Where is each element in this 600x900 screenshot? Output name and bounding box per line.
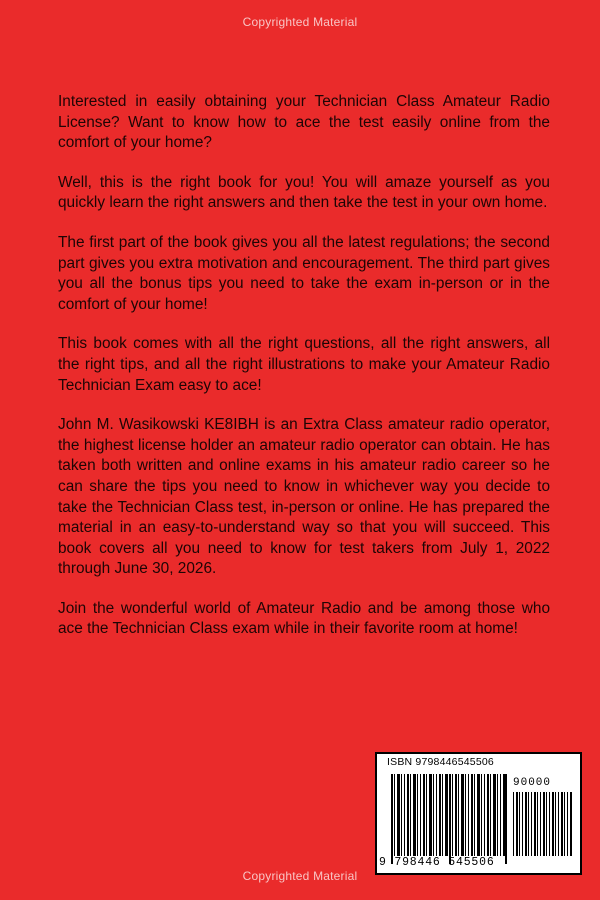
barcode-guard-left: [391, 774, 393, 864]
isbn-label: ISBN 9798446545506: [387, 756, 494, 768]
blurb-paragraph-closing: Join the wonderful world of Amateur Radio and be among those who ace the Technician Class exam while in their favorite room at home!: [58, 599, 550, 638]
isbn-barcode-box: [375, 752, 582, 875]
back-cover-blurb: [58, 92, 550, 659]
barcode-guard-right: [505, 774, 507, 864]
barcode-guard-center: [449, 774, 451, 864]
author-bio-paragraph: John M. Wasikowski KE8IBH is an Extra Class amateur radio operator, the highest license holder an amateur radio operator can obtain. He has taken both written and online exams in his amateur radio career so he can share the tips you need to know in whichever way you decide to take the Technician Class test, in-person or online. He has prepared the material in an easy-to-understand way so that you will succeed. This book covers all you need to know for test takers from July 1, 2022 through June 30, 2026.: [58, 416, 550, 578]
copyright-watermark-bottom: Copyrighted Material: [242, 869, 358, 883]
copyright-watermark-top: Copyrighted Material: [242, 15, 358, 29]
isbn-digits: 9 798446 545506: [379, 856, 495, 869]
blurb-paragraph-2: Well, this is the right book for you! You will amaze yourself as you quickly learn the right answers and then take the test in your own home.: [58, 173, 550, 212]
blurb-paragraph-1: Interested in easily obtaining your Technician Class Amateur Radio License? Want to know how to ace the test easily online from the comfort of your home?: [58, 93, 550, 152]
price-code: 90000: [513, 777, 552, 789]
blurb-paragraph-3: The first part of the book gives you all the latest regulations; the second part gives you extra motivation and encouragement. The third part gives you all the bonus tips you need to take the exam in-person or in the comfort of your home!: [58, 233, 550, 313]
price-addon-barcode-bars: [513, 792, 573, 856]
blurb-paragraph-4: This book comes with all the right questions, all the right answers, all the right tips, and all the right illustrations to make your Amateur Radio Technician Exam easy to ace!: [58, 335, 550, 394]
